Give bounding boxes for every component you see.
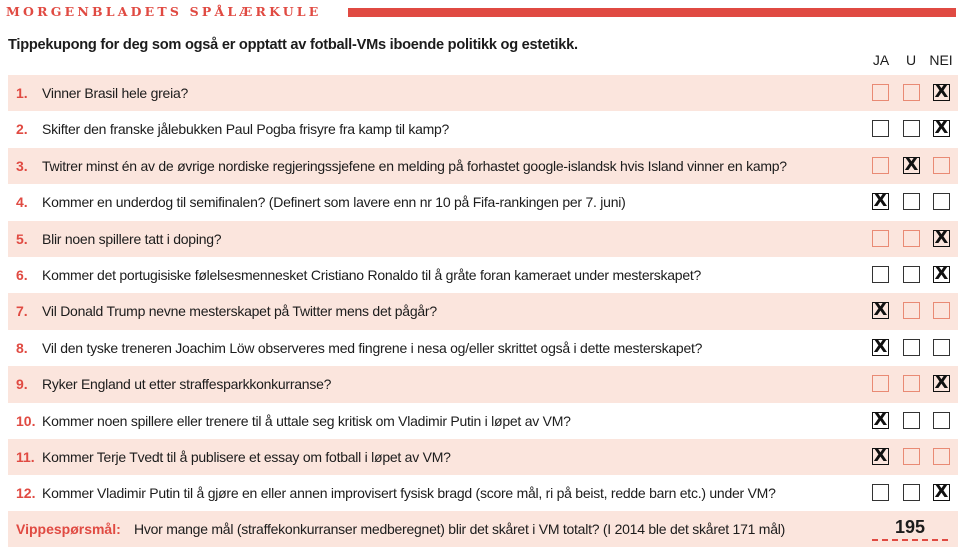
checkbox-nei[interactable] — [933, 120, 950, 137]
checkbox-u[interactable] — [903, 266, 920, 283]
question-number: 10. — [16, 412, 36, 429]
checkbox-u[interactable] — [903, 484, 920, 501]
checkbox-ja[interactable] — [872, 193, 889, 210]
question-text: Kommer Terje Tvedt til å publisere et essay om fotball i løpet av VM? — [42, 448, 451, 465]
question-number: 7. — [16, 303, 28, 320]
checkbox-nei[interactable] — [933, 375, 950, 392]
tiebreaker-question: Hvor mange mål (straffekonkurranser medberegnet) blir det skåret i VM totalt? (I 2014 ble det skåret 171 mål) — [134, 521, 786, 537]
checkbox-u[interactable] — [903, 230, 920, 247]
checkbox-nei[interactable] — [933, 230, 950, 247]
checkbox-nei[interactable] — [933, 157, 950, 174]
checkbox-ja[interactable] — [872, 302, 889, 319]
checkbox-ja[interactable] — [872, 157, 889, 174]
question-row — [8, 111, 958, 147]
checkbox-nei[interactable] — [933, 484, 950, 501]
tiebreaker-row — [8, 511, 958, 547]
checkbox-ja[interactable] — [872, 375, 889, 392]
question-text: Twitrer minst én av de øvrige nordiske regjeringssjefene en melding på forhastet google-islandsk hvis Island vinner en kamp? — [42, 157, 787, 174]
checkbox-u[interactable] — [903, 339, 920, 356]
checkbox-ja[interactable] — [872, 120, 889, 137]
question-text: Blir noen spillere tatt i doping? — [42, 230, 222, 247]
question-list — [8, 75, 958, 512]
brand-bar — [348, 8, 956, 17]
question-row — [8, 184, 958, 220]
question-row — [8, 293, 958, 329]
question-row — [8, 75, 958, 111]
checkbox-nei[interactable] — [933, 448, 950, 465]
checkbox-u[interactable] — [903, 193, 920, 210]
checkbox-ja[interactable] — [872, 84, 889, 101]
column-header-nei: NEI — [929, 52, 953, 68]
checkbox-ja[interactable] — [872, 339, 889, 356]
question-text: Vil Donald Trump nevne mesterskapet på Twitter mens det pågår? — [42, 303, 437, 320]
question-number: 6. — [16, 266, 28, 283]
checkbox-nei[interactable] — [933, 266, 950, 283]
checkbox-u[interactable] — [903, 448, 920, 465]
question-text: Kommer det portugisiske følelsesmennesket Cristiano Ronaldo til å gråte foran kameraet under mesterskapet? — [42, 266, 702, 283]
checkbox-ja[interactable] — [872, 230, 889, 247]
checkbox-nei[interactable] — [933, 302, 950, 319]
column-header-u: U — [905, 52, 917, 68]
question-number: 4. — [16, 194, 28, 211]
question-text: Skifter den franske jålebukken Paul Pogba frisyre fra kamp til kamp? — [42, 121, 450, 138]
column-header-ja: JA — [872, 52, 890, 68]
question-row — [8, 221, 958, 257]
tiebreaker-answer[interactable]: 195 — [872, 515, 948, 541]
page-subtitle: Tippekupong for deg som også er opptatt av fotball-VMs iboende politikk og estetikk. — [8, 37, 578, 53]
tiebreaker-label: Vippespørsmål: — [16, 521, 121, 537]
checkbox-u[interactable] — [903, 84, 920, 101]
question-text: Vil den tyske treneren Joachim Löw observeres med fingrene i nesa og/eller skrittet også i dette mesterskapet? — [42, 339, 703, 356]
question-row — [8, 257, 958, 293]
question-number: 1. — [16, 85, 28, 101]
question-number: 3. — [16, 157, 28, 174]
checkbox-nei[interactable] — [933, 339, 950, 356]
question-number: 12. — [16, 485, 36, 502]
question-text: Vinner Brasil hele greia? — [42, 85, 189, 101]
checkbox-nei[interactable] — [933, 412, 950, 429]
question-row — [8, 366, 958, 402]
question-number: 9. — [16, 376, 28, 393]
question-number: 11. — [16, 448, 35, 465]
question-row — [8, 148, 958, 184]
question-row — [8, 403, 958, 439]
checkbox-u[interactable] — [903, 120, 920, 137]
question-text: Kommer en underdog til semifinalen? (Definert som lavere enn nr 10 på Fifa-rankingen per 7. juni) — [42, 194, 626, 211]
question-number: 2. — [16, 121, 28, 138]
question-text: Kommer noen spillere eller trenere til å uttale seg kritisk om Vladimir Putin i løpet av VM? — [42, 412, 571, 429]
checkbox-u[interactable] — [903, 412, 920, 429]
checkbox-nei[interactable] — [933, 193, 950, 210]
checkbox-ja[interactable] — [872, 412, 889, 429]
checkbox-u[interactable] — [903, 375, 920, 392]
question-text: Kommer Vladimir Putin til å gjøre en eller annen improvisert fysisk bragd (score mål, ri på beist, redde barn etc.) under VM? — [42, 485, 776, 502]
question-row — [8, 439, 958, 475]
question-number: 5. — [16, 230, 28, 247]
checkbox-ja[interactable] — [872, 266, 889, 283]
question-number: 8. — [16, 339, 28, 356]
checkbox-u[interactable] — [903, 157, 920, 174]
checkbox-nei[interactable] — [933, 84, 950, 101]
question-row — [8, 330, 958, 366]
checkbox-ja[interactable] — [872, 448, 889, 465]
header — [6, 6, 956, 20]
checkbox-ja[interactable] — [872, 484, 889, 501]
checkbox-u[interactable] — [903, 302, 920, 319]
brand-title: MORGENBLADETS SPÅLÆRKULE — [6, 4, 322, 19]
question-row — [8, 475, 958, 511]
question-text: Ryker England ut etter straffesparkkonkurranse? — [42, 376, 332, 393]
